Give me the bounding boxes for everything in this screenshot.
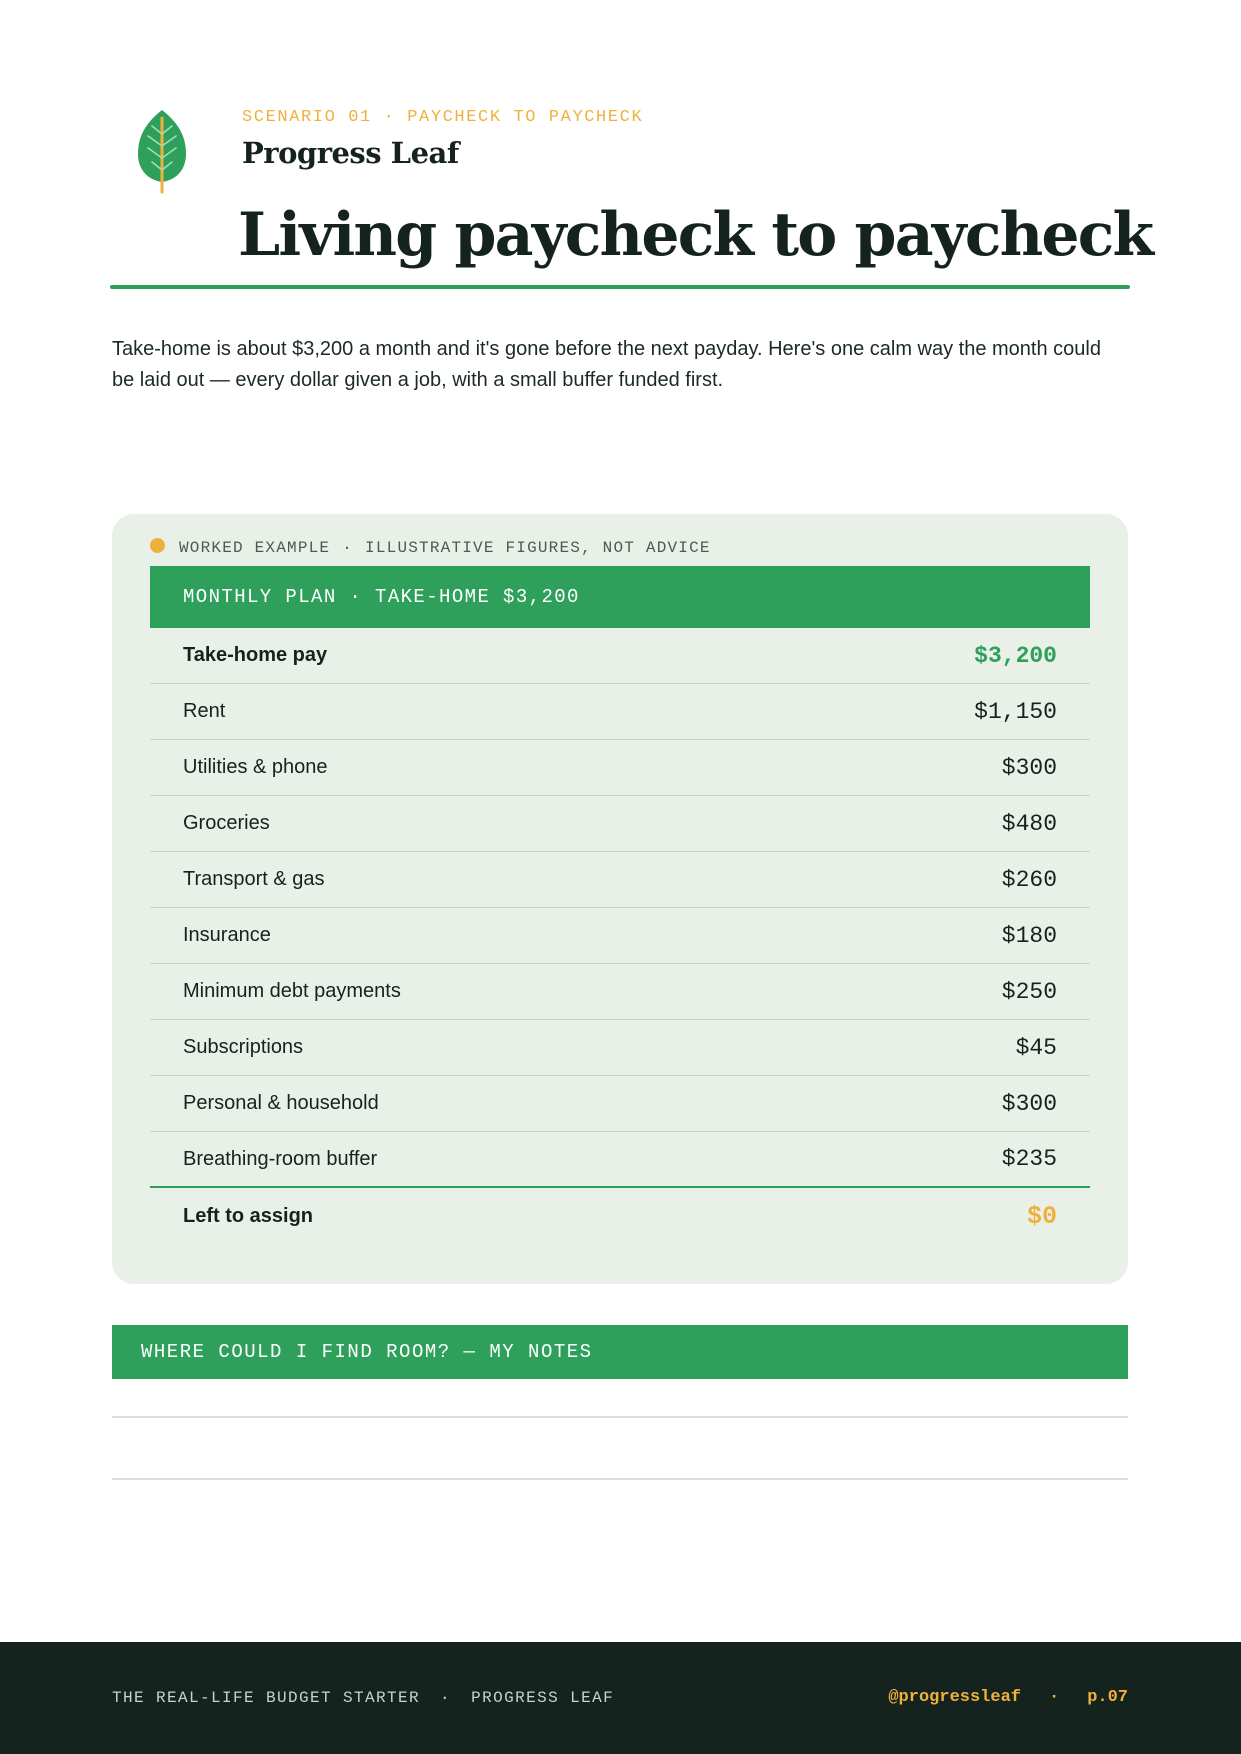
row-value: $300: [1001, 754, 1057, 781]
card-disclaimer: [150, 538, 711, 557]
row-value: $235: [1001, 1146, 1057, 1172]
title-divider: [110, 285, 1130, 289]
note-line: [112, 1478, 1128, 1480]
brand-name: Progress Leaf: [242, 136, 459, 170]
table-row: [150, 964, 1090, 1020]
table-row: [150, 1076, 1090, 1132]
income-row: [150, 628, 1090, 684]
footer-separator: ·: [440, 1689, 452, 1707]
leaf-icon: [136, 108, 188, 194]
row-label: Rent: [183, 700, 226, 722]
page-title: Living paycheck to paycheck: [238, 200, 1153, 270]
row-value: $0: [1026, 1201, 1057, 1231]
plan-table: [150, 628, 1090, 1244]
row-label: Transport & gas: [183, 868, 325, 890]
footer-separator: ·: [1048, 1688, 1060, 1707]
row-value: $480: [1001, 810, 1057, 837]
row-value: $250: [1001, 978, 1057, 1005]
row-label: Personal & household: [183, 1092, 379, 1114]
row-value: $45: [1015, 1034, 1057, 1061]
row-value: $1,150: [974, 698, 1057, 725]
table-row: [150, 740, 1090, 796]
row-label: Subscriptions: [183, 1036, 304, 1058]
row-label: Insurance: [183, 924, 271, 946]
page-header: [112, 96, 1153, 292]
row-value: $300: [1001, 1090, 1057, 1117]
intro-paragraph: Take-home is about $3,200 a month and it's gone before the next payday. Here's one calm way the month could be laid out — every dollar given a job, with a small buffer funded first.: [112, 338, 1101, 391]
status-dot-icon: [150, 538, 165, 553]
row-label: Left to assign: [183, 1204, 314, 1227]
row-label: Groceries: [183, 812, 270, 834]
table-row: [150, 1020, 1090, 1076]
footer-meta: [888, 1642, 1128, 1754]
note-line: [112, 1416, 1128, 1418]
footer-title: [112, 1642, 614, 1754]
row-value: $260: [1001, 866, 1057, 893]
table-row: [150, 852, 1090, 908]
plan-header: MONTHLY PLAN · TAKE-HOME $3,200: [150, 566, 1090, 628]
table-row: [150, 684, 1090, 740]
table-row: [150, 908, 1090, 964]
total-row: [150, 1188, 1090, 1244]
footer-handle: @progressleaf: [888, 1688, 1021, 1707]
page-number: p.07: [1087, 1688, 1128, 1707]
table-row: [150, 1132, 1090, 1188]
note-separator: ·: [342, 539, 354, 557]
illustrative-label: ILLUSTRATIVE FIGURES, NOT ADVICE: [365, 539, 711, 557]
notes-header: WHERE COULD I FIND ROOM? — MY NOTES: [112, 1325, 1128, 1379]
table-row: [150, 796, 1090, 852]
footer-publication: THE REAL-LIFE BUDGET STARTER: [112, 1689, 421, 1707]
worked-example-card: [112, 514, 1128, 1284]
row-label: Breathing-room buffer: [183, 1147, 378, 1170]
page-footer: [0, 1642, 1241, 1754]
scenario-kicker: SCENARIO 01 · PAYCHECK TO PAYCHECK: [242, 108, 644, 127]
row-label: Utilities & phone: [183, 756, 328, 778]
row-label: Take-home pay: [183, 644, 328, 666]
row-value: $3,200: [974, 642, 1057, 669]
footer-brand: PROGRESS LEAF: [471, 1689, 615, 1707]
row-value: $180: [1001, 922, 1057, 949]
row-label: Minimum debt payments: [183, 980, 401, 1002]
worked-example-label: WORKED EXAMPLE: [179, 539, 331, 557]
